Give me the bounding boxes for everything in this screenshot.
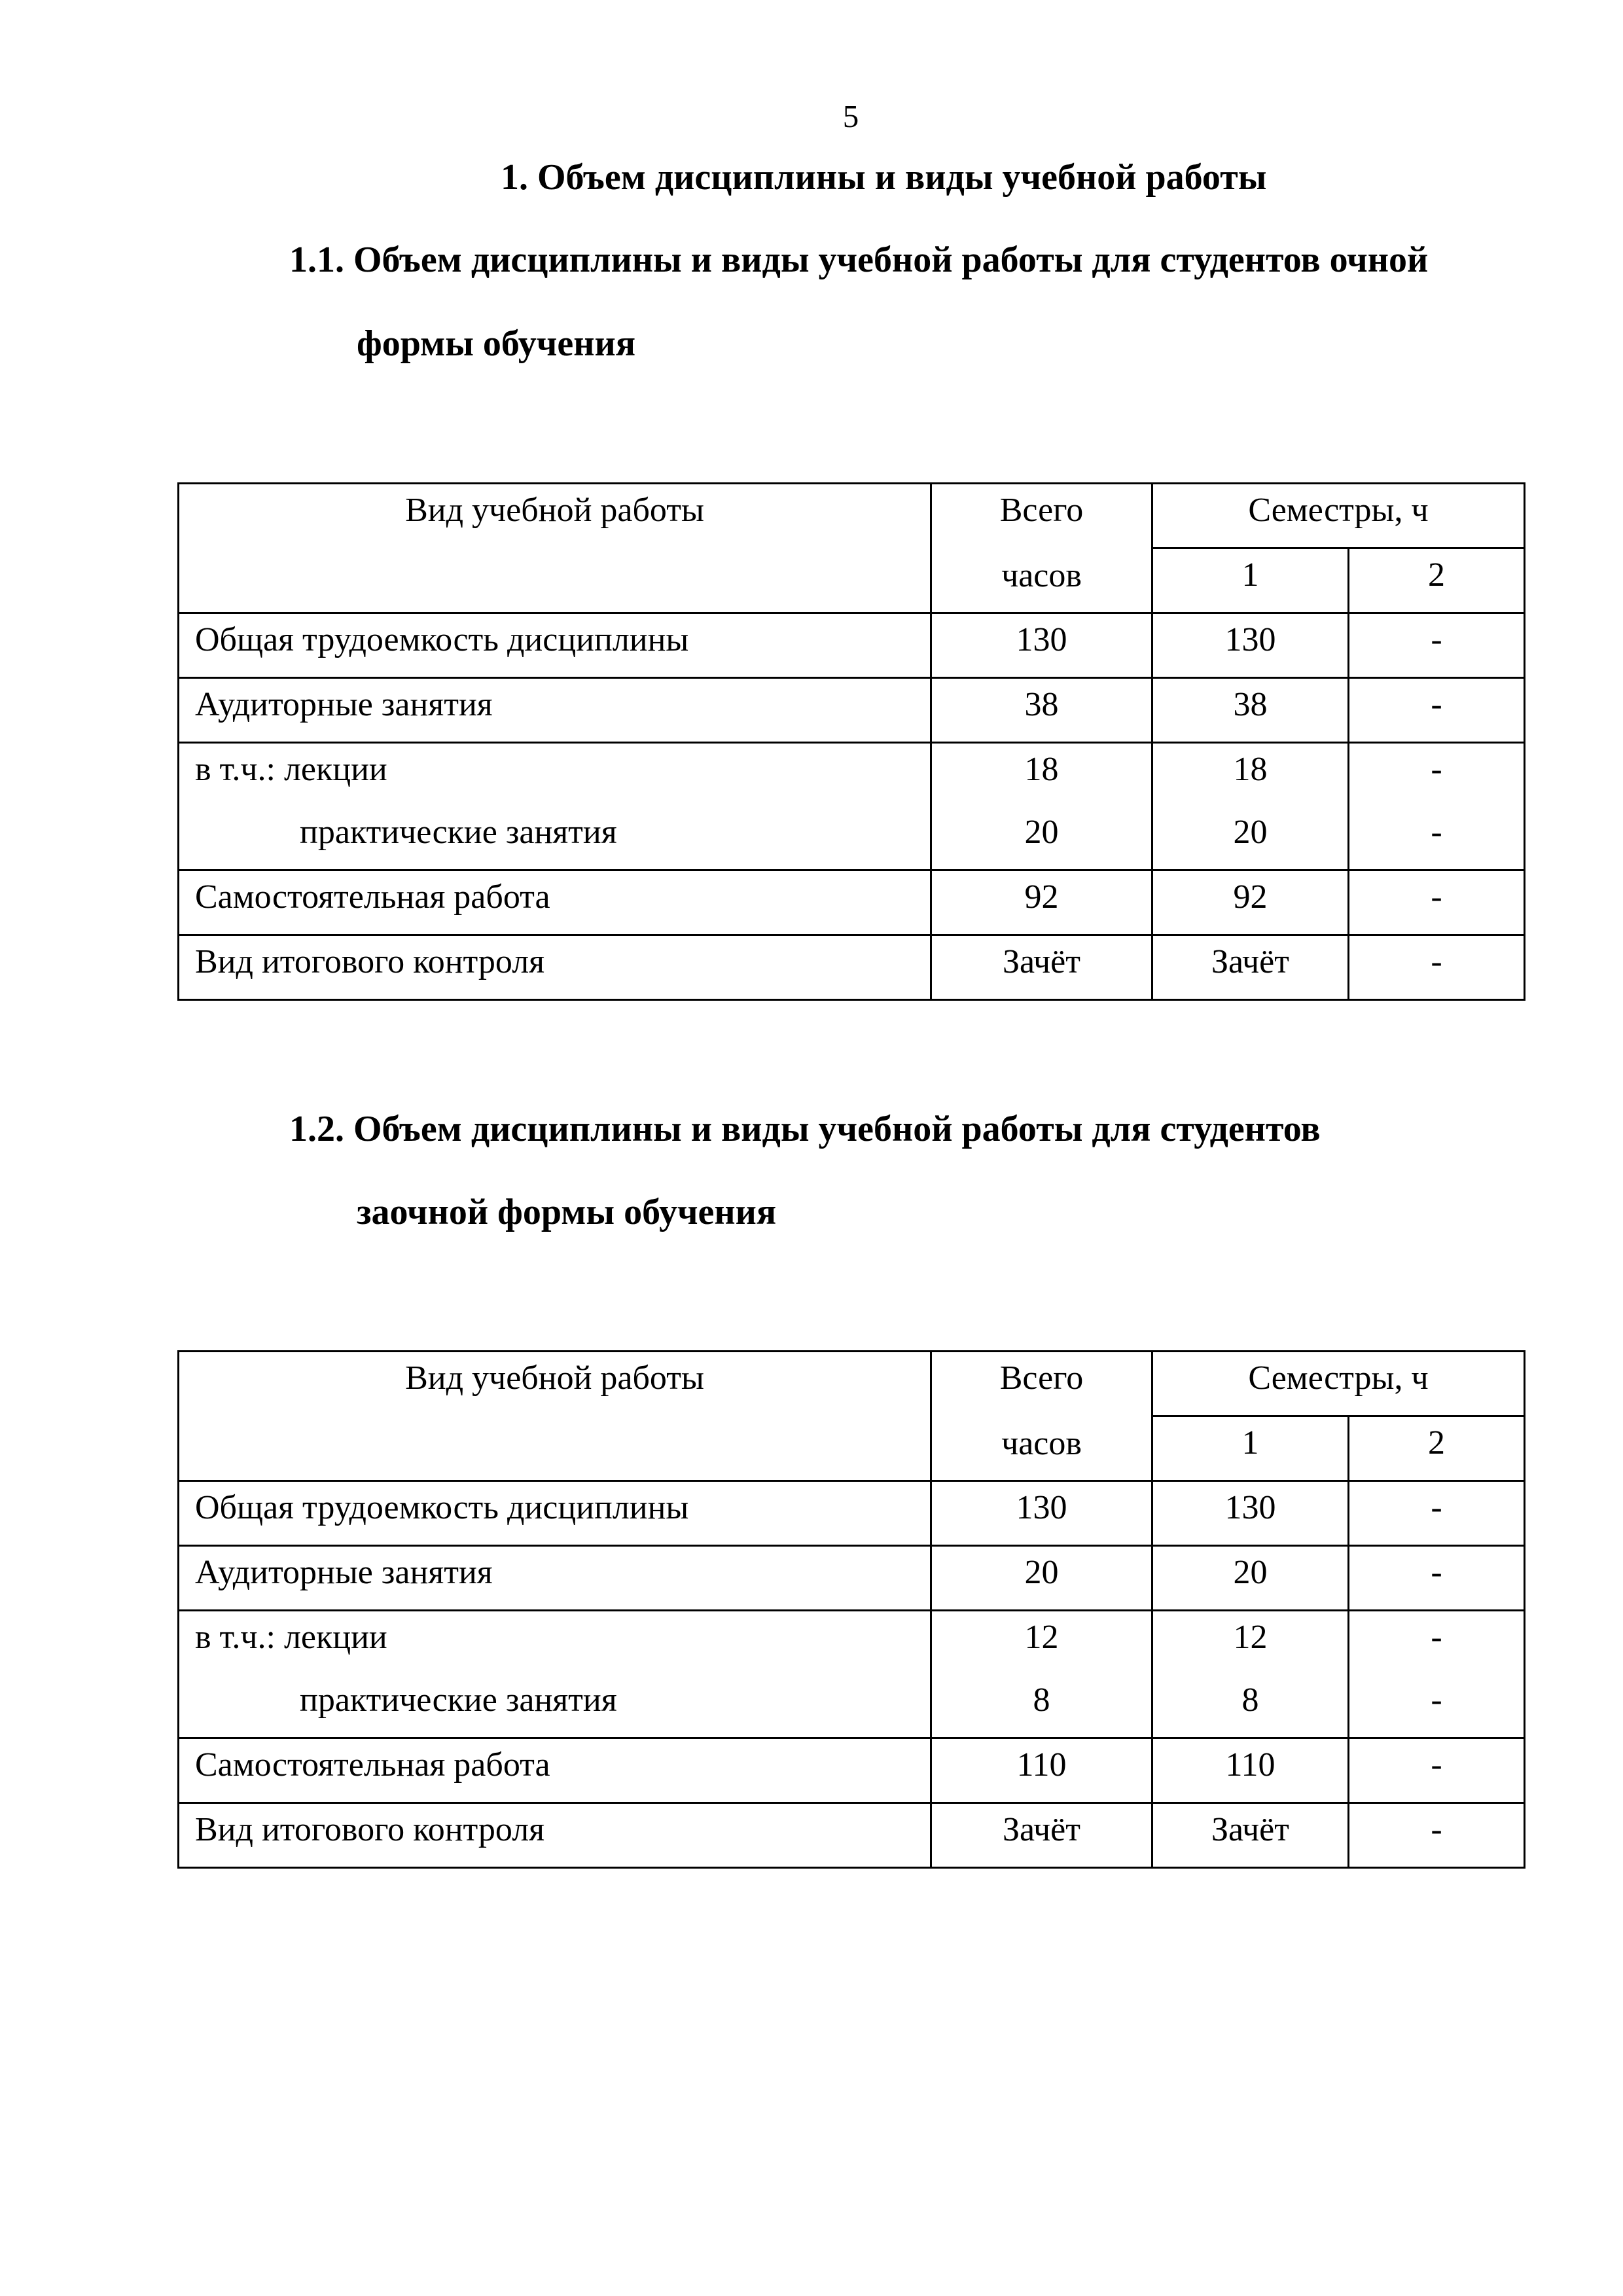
- full-time-workload-table: [177, 482, 1525, 1001]
- table-row: [179, 1611, 1525, 1675]
- row-semester-2: -: [1349, 743, 1525, 807]
- row-semester-2: -: [1349, 613, 1525, 678]
- header-total-hours: [931, 484, 1152, 613]
- row-semester-1: 110: [1152, 1738, 1349, 1803]
- row-label: в т.ч.: лекции: [179, 1611, 931, 1675]
- table-header-row: [179, 484, 1525, 548]
- row-label: Общая трудоемкость дисциплины: [179, 613, 931, 678]
- row-semester-1: 8: [1152, 1674, 1349, 1738]
- row-total: 130: [931, 1481, 1152, 1546]
- row-semester-1: Зачёт: [1152, 935, 1349, 1000]
- page-number: 5: [842, 98, 859, 134]
- row-total: 8: [931, 1674, 1152, 1738]
- row-semester-2: -: [1349, 1481, 1525, 1546]
- table-row: [179, 678, 1525, 743]
- table-row: [179, 743, 1525, 807]
- row-total: 12: [931, 1611, 1152, 1675]
- header-semester-1: 1: [1152, 548, 1349, 613]
- row-total: 18: [931, 743, 1152, 807]
- row-label: в т.ч.: лекции: [179, 743, 931, 807]
- main-heading: 1. Объем дисциплины и виды учебной работы: [501, 157, 1267, 198]
- row-semester-2: -: [1349, 678, 1525, 743]
- row-label: Вид итогового контроля: [179, 1803, 931, 1868]
- header-total-hours: [931, 1352, 1152, 1481]
- row-semester-1: 130: [1152, 1481, 1349, 1546]
- table-row: [179, 935, 1525, 1000]
- row-label: практические занятия: [179, 806, 931, 870]
- header-semesters: Семестры, ч: [1152, 484, 1525, 548]
- row-total: 110: [931, 1738, 1152, 1803]
- header-total-line-1: Всего: [999, 492, 1084, 529]
- table-row: [179, 613, 1525, 678]
- row-semester-2: -: [1349, 935, 1525, 1000]
- table-row: [179, 1481, 1525, 1546]
- row-total: 20: [931, 1546, 1152, 1611]
- row-total: 130: [931, 613, 1152, 678]
- row-semester-1: 20: [1152, 806, 1349, 870]
- table-row: [179, 806, 1525, 870]
- section-2-heading-line-2: заочной формы обучения: [357, 1192, 777, 1232]
- table-row: [179, 1674, 1525, 1738]
- table-row: [179, 870, 1525, 935]
- row-label: Самостоятельная работа: [179, 1738, 931, 1803]
- row-semester-1: 12: [1152, 1611, 1349, 1675]
- row-label: Аудиторные занятия: [179, 1546, 931, 1611]
- header-total-line-1: Всего: [999, 1359, 1084, 1397]
- row-label: Самостоятельная работа: [179, 870, 931, 935]
- table-row: [179, 1803, 1525, 1868]
- section-1-heading-line-1: 1.1. Объем дисциплины и виды учебной работы для студентов очной: [289, 240, 1429, 280]
- row-label: практические занятия: [179, 1674, 931, 1738]
- row-semester-1: 38: [1152, 678, 1349, 743]
- header-semesters: Семестры, ч: [1152, 1352, 1525, 1416]
- row-semester-2: -: [1349, 1803, 1525, 1868]
- row-semester-2: -: [1349, 1674, 1525, 1738]
- row-label: Аудиторные занятия: [179, 678, 931, 743]
- row-semester-2: -: [1349, 1611, 1525, 1675]
- row-semester-1: Зачёт: [1152, 1803, 1349, 1868]
- row-semester-2: -: [1349, 1738, 1525, 1803]
- header-semester-2: 2: [1349, 1416, 1525, 1481]
- table-row: [179, 1546, 1525, 1611]
- header-semester-1: 1: [1152, 1416, 1349, 1481]
- section-1-heading-line-2: формы обучения: [357, 323, 636, 364]
- part-time-workload-table: [177, 1350, 1525, 1869]
- row-total: Зачёт: [931, 1803, 1152, 1868]
- table-header-row: [179, 1352, 1525, 1416]
- row-semester-2: -: [1349, 1546, 1525, 1611]
- row-semester-2: -: [1349, 806, 1525, 870]
- row-semester-1: 92: [1152, 870, 1349, 935]
- header-semester-2: 2: [1349, 548, 1525, 613]
- row-semester-1: 18: [1152, 743, 1349, 807]
- header-work-type: Вид учебной работы: [179, 1352, 931, 1481]
- row-total: 38: [931, 678, 1152, 743]
- header-total-line-2: часов: [1001, 1425, 1082, 1462]
- table-row: [179, 1738, 1525, 1803]
- row-semester-1: 130: [1152, 613, 1349, 678]
- row-label: Общая трудоемкость дисциплины: [179, 1481, 931, 1546]
- row-total: Зачёт: [931, 935, 1152, 1000]
- row-semester-1: 20: [1152, 1546, 1349, 1611]
- row-total: 92: [931, 870, 1152, 935]
- row-label: Вид итогового контроля: [179, 935, 931, 1000]
- header-work-type: Вид учебной работы: [179, 484, 931, 613]
- section-2-heading-line-1: 1.2. Объем дисциплины и виды учебной работы для студентов: [289, 1109, 1321, 1149]
- row-semester-2: -: [1349, 870, 1525, 935]
- header-total-line-2: часов: [1001, 557, 1082, 594]
- row-total: 20: [931, 806, 1152, 870]
